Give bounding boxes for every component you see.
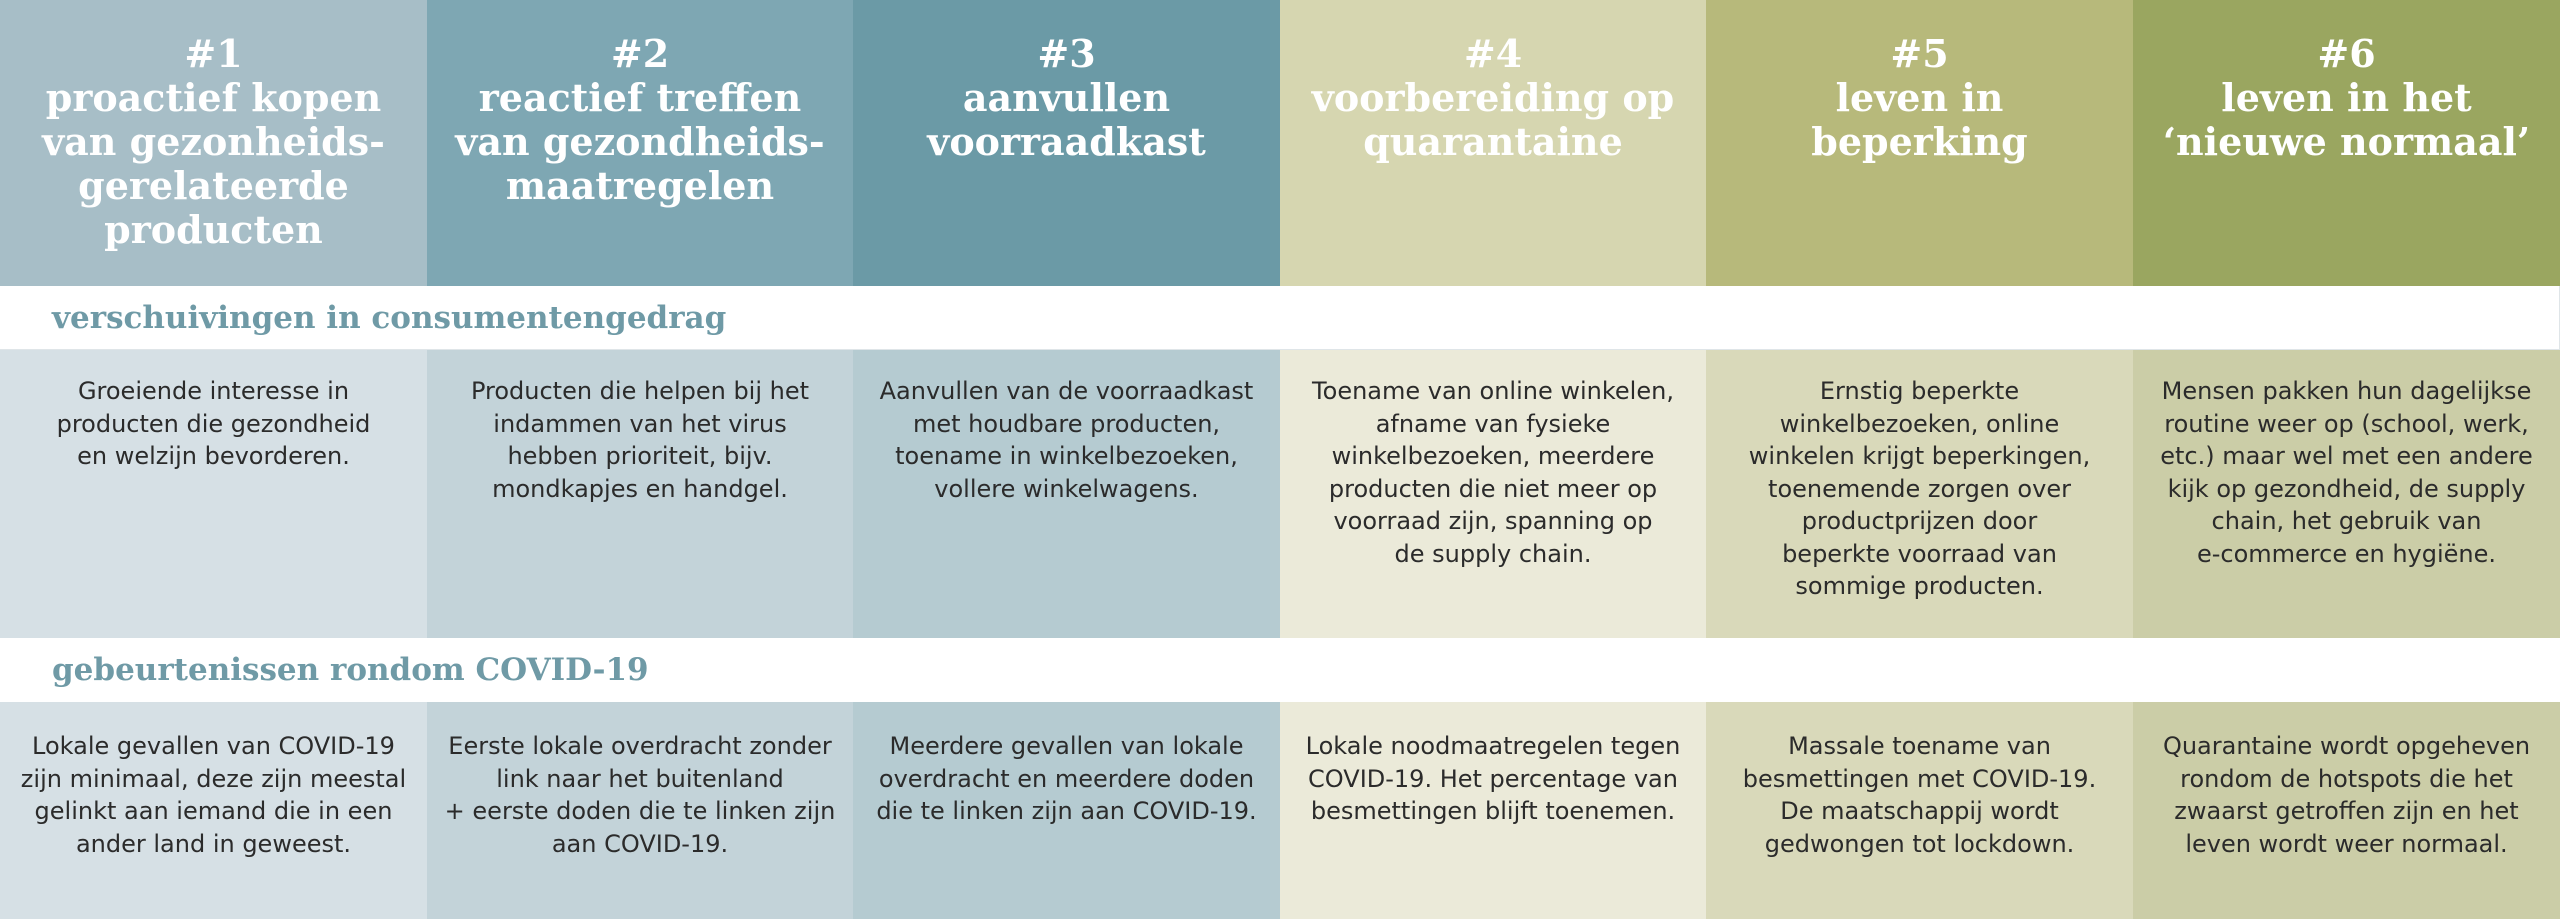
phase-header-6	[2133, 0, 2560, 286]
events-cell-1: Lokale gevallen van COVID-19 zijn minimaal, deze zijn meestal gelinkt aan iemand die in een ander land in geweest.	[0, 702, 427, 919]
phase-number: #5	[1890, 31, 1949, 76]
events-cell-3: Meerdere gevallen van lokale overdracht en meerdere doden die te linken zijn aan COVID-19.	[853, 702, 1280, 919]
phase-number: #3	[1037, 31, 1096, 76]
consumer-cell-1: Groeiende interesse in producten die gezondheid en welzijn bevorderen.	[0, 350, 427, 638]
phase-title: leven in beperking	[1811, 75, 2028, 164]
consumer-cell-4: Toename van online winkelen, afname van fysieke winkelbezoeken, meerdere producten die niet meer op voorraad zijn, spanning op de supply chain.	[1280, 350, 1706, 638]
consumer-cell-5: Ernstig beperkte winkelbezoeken, online winkelen krijgt beperkingen, toenemende zorgen over productprijzen door beperkte voorraad van sommige producten.	[1706, 350, 2133, 638]
phase-header-4	[1280, 0, 1706, 286]
events-cell-6: Quarantaine wordt opgeheven rondom de hotspots die het zwaarst getroffen zijn en het leven wordt weer normaal.	[2133, 702, 2560, 919]
phase-number: #2	[610, 31, 670, 76]
consumer-cell-2: Producten die helpen bij het indammen van het virus hebben prioriteit, bijv. mondkapjes en handgel.	[427, 350, 853, 638]
events-cell-4: Lokale noodmaatregelen tegen COVID-19. Het percentage van besmettingen blijft toenemen.	[1280, 702, 1706, 919]
covid-events-row	[0, 702, 2560, 919]
section-band-covid-events	[0, 638, 2560, 702]
section-title-consumer-behaviour: verschuivingen in consumentengedrag	[52, 300, 727, 336]
phase-title: proactief kopen van gezonheids- gerelateerde producten	[42, 75, 385, 252]
phase-header-3	[853, 0, 1280, 286]
phase-title: voorbereiding op quarantaine	[1311, 75, 1675, 164]
section-band-consumer-behaviour	[0, 286, 2560, 350]
phase-header-5	[1706, 0, 2133, 286]
events-cell-2: Eerste lokale overdracht zonder link naar het buitenland + eerste doden die te linken zijn aan COVID-19.	[427, 702, 853, 919]
phase-number: #6	[2317, 31, 2376, 76]
phase-header-2	[427, 0, 853, 286]
phase-header-1	[0, 0, 427, 286]
phase-title: reactief treffen van gezondheids- maatregelen	[455, 75, 825, 208]
phase-number: #1	[184, 31, 243, 76]
consumer-behaviour-row	[0, 350, 2560, 638]
phase-number: #4	[1463, 31, 1523, 76]
consumer-cell-3: Aanvullen van de voorraadkast met houdbare producten, toename in winkelbezoeken, vollere winkelwagens.	[853, 350, 1280, 638]
events-cell-5: Massale toename van besmettingen met COVID-19. De maatschappij wordt gedwongen tot lockdown.	[1706, 702, 2133, 919]
phase-header-row	[0, 0, 2560, 286]
consumer-cell-6: Mensen pakken hun dagelijkse routine weer op (school, werk, etc.) maar wel met een andere kijk op gezondheid, de supply chain, het gebruik van e-commerce en hygiëne.	[2133, 350, 2560, 638]
phase-title: aanvullen voorraadkast	[927, 75, 1206, 164]
phase-title: leven in het ‘nieuwe normaal’	[2162, 75, 2531, 164]
section-title-covid-events: gebeurtenissen rondom COVID-19	[52, 652, 649, 688]
